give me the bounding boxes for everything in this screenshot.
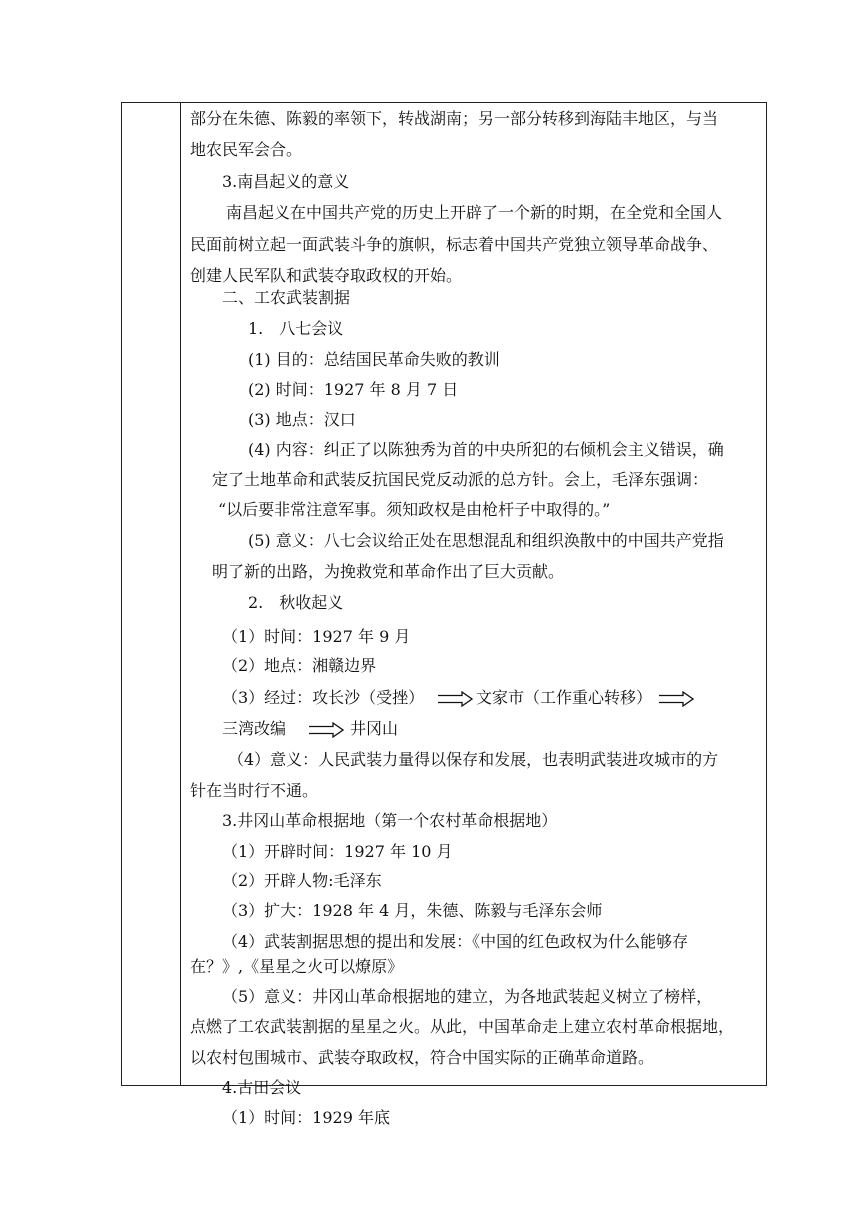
table-column-divider — [180, 102, 181, 1086]
section-heading: 3.南昌起义的意义 — [222, 172, 350, 191]
text-line: （4）意义：人民武装力量得以保存和发展，也表明武装进攻城市的方 — [228, 750, 719, 769]
text-line: (5) 意义：八七会议给正处在思想混乱和组织涣散中的中国共产党指 — [248, 531, 724, 550]
quote-line: “以后要非常注意军事。须知政权是由枪杆子中取得的。” — [218, 500, 611, 519]
text-line: 定了土地革命和武装反抗国民党反动派的总方针。会上，毛泽东强调： — [212, 470, 709, 489]
text-line: （1）时间：1927 年 9 月 — [222, 627, 411, 646]
text-line: (1) 目的：总结国民革命失败的教训 — [248, 350, 500, 369]
text-line: （3）扩大：1928 年 4 月，朱德、陈毅与毛泽东会师 — [222, 901, 603, 920]
section-heading: 二、工农武装割据 — [222, 288, 351, 307]
text-line: 文家市（工作重心转移） — [476, 688, 653, 707]
subsection-heading: 2. 秋收起义 — [248, 593, 344, 612]
text-line: （1）开辟时间：1927 年 10 月 — [222, 842, 453, 861]
text-line: 点燃了工农武装割据的星星之火。从此，中国革命走上建立农村革命根据地， — [190, 1017, 735, 1036]
text-line: 明了新的出路，为挽救党和革命作出了巨大贡献。 — [212, 562, 565, 581]
text-line: （2）地点：湘赣边界 — [222, 656, 377, 675]
section-heading: 3.井冈山革命根据地（第一个农村革命根据地） — [222, 811, 558, 830]
text-line: 在？》,《星星之火可以燎原》 — [190, 957, 404, 976]
text-line: （5）意义：井冈山革命根据地的建立，为各地武装起义树立了榜样， — [222, 987, 713, 1006]
double-arrow-icon — [658, 691, 694, 707]
text-line: （4）武装割据思想的提出和发展：《中国的红色政权为什么能够存 — [222, 932, 689, 951]
text-line: (2) 时间：1927 年 8 月 7 日 — [248, 380, 459, 399]
double-arrow-icon — [308, 722, 344, 738]
text-line: 南昌起义在中国共产党的历史上开辟了一个新的时期，在全党和全国人 — [226, 203, 723, 222]
text-line: (3) 地点：汉口 — [248, 410, 356, 429]
double-arrow-icon — [437, 691, 473, 707]
text-line: 以农村包围城市、武装夺取政权，符合中国实际的正确革命道路。 — [190, 1048, 655, 1067]
subsection-heading: 1. 八七会议 — [248, 319, 344, 338]
text-line: 部分在朱德、陈毅的率领下，转战湖南；另一部分转移到海陆丰地区，与当 — [190, 109, 719, 128]
text-line: 三湾改编 — [222, 719, 287, 738]
text-line: 针在当时行不通。 — [190, 781, 319, 800]
text-line: 地农民军会合。 — [190, 140, 303, 159]
text-line: 井冈山 — [350, 719, 399, 738]
text-line: (4) 内容：纠正了以陈独秀为首的中央所犯的右倾机会主义错误，确 — [248, 440, 724, 459]
text-line: （1）时间：1929 年底 — [222, 1108, 390, 1127]
text-line: （3）经过：攻长沙（受挫） — [222, 688, 425, 707]
section-heading: 4.古田会议 — [222, 1078, 302, 1097]
text-line: 民面前树立起一面武装斗争的旗帜，标志着中国共产党独立领导革命战争、 — [190, 235, 719, 254]
text-line: （2）开辟人物:毛泽东 — [222, 871, 382, 890]
text-line: 创建人民军队和武装夺取政权的开始。 — [190, 266, 463, 285]
